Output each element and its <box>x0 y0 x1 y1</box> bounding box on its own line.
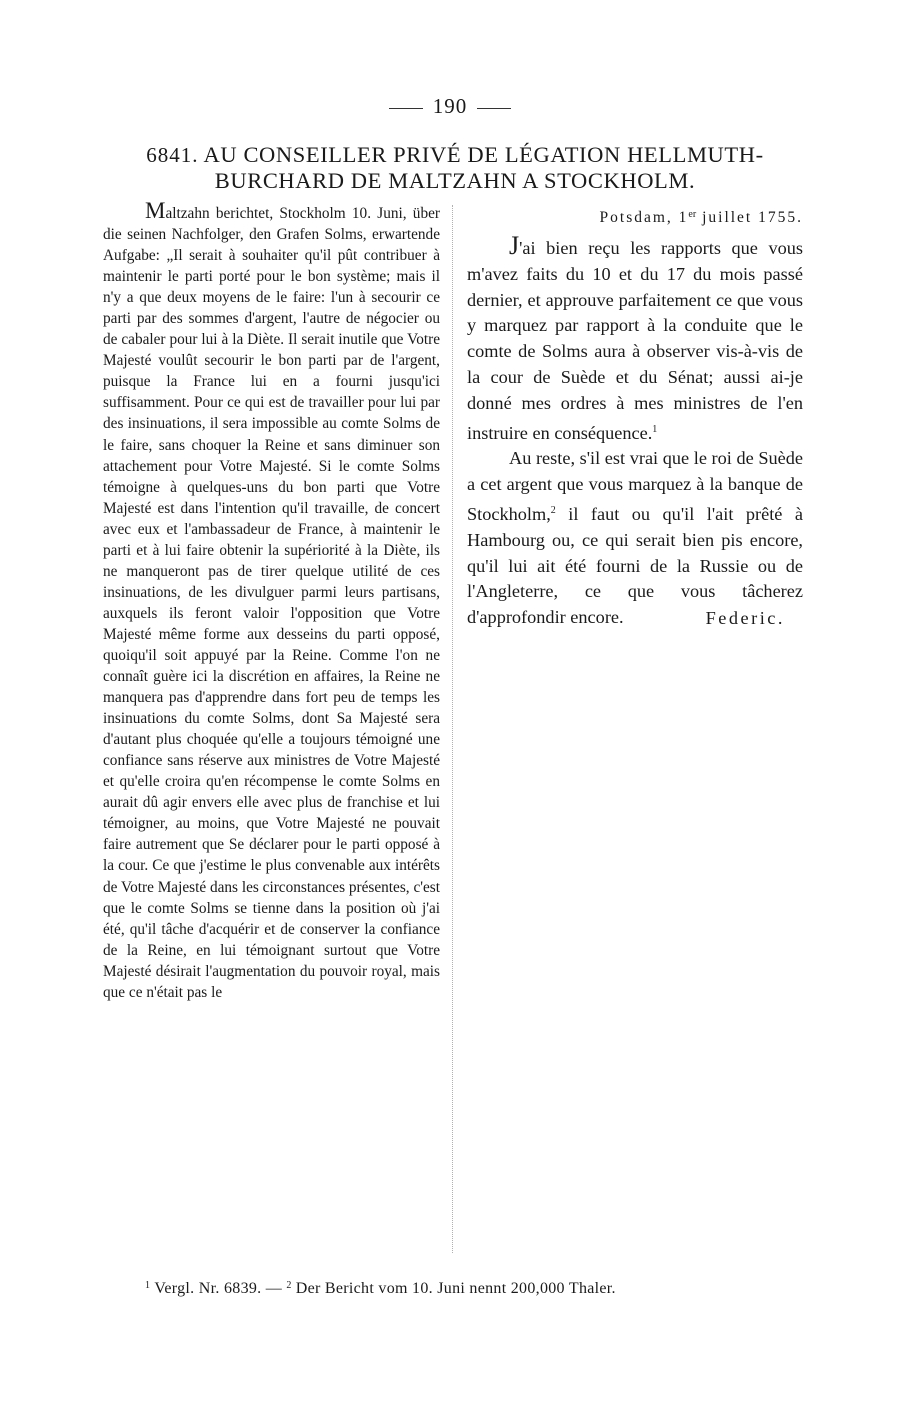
column-divider <box>452 205 453 1253</box>
left-rule <box>389 108 423 109</box>
heading-title-line1: AU CONSEILLER PRIVÉ DE LÉGATION HELLMUTH- <box>203 142 764 167</box>
letter-p2-text-a: Au reste, s'il est vrai que le roi de Suède a cet argent que vous marquez à la banque de Stockholm, <box>467 448 803 524</box>
document-number: 6841. <box>146 143 199 167</box>
footnote-ref-1: 1 <box>652 423 658 435</box>
signature: Federic. <box>705 607 785 628</box>
right-rule <box>477 108 511 109</box>
document-heading <box>110 142 800 194</box>
heading-title-line2: BURCHARD DE MALTZAHN A STOCKHOLM. <box>214 168 696 193</box>
dateline-place: Potsdam, <box>599 209 673 226</box>
summary-text: altzahn berichtet, Stockholm 10. Juni, über die seinen Nachfolger, den Grafen Solms, erwartende Aufgabe: „Il serait à souhaiter qu'il pût contribuer à maintenir le parti porté pour le bon système; mais il n'y a que deux moyens de le faire: l'un à secourir ce parti par des sommes d'argent, l'autre de négocier ou de cabaler pour lui à la Diète. Il serait inutile que Votre Majesté voulût secourir le bon parti par de l'argent, puisque la France lui en a fourni jusqu'ici suffisamment. Pour ce qui est de travailler pour lui par des insinuations, il sera impossible au comte Solms de le faire, sans choquer la Reine et sans diminuer son attachement pour Votre Majesté. Si le comte Solms témoigne à quelques-uns du bon parti que Votre Majesté est dans l'intention qu'il travaille, de concert avec eux et l'ambassadeur de France, à maintenir le parti et à lui faire obtenir la supériorité à la Diète, ils ne manqueront pas de tirer quelque utilité de ces insinuations, de les divulguer parmi leurs partisans, auxquels ils feront valoir l'opposition que Votre Majesté même forme aux desseins du parti opposé, quoiqu'il soit appuyé par la Reine. Comme l'on ne connaît guère ici la discrétion en affaires, la Reine ne manquera pas d'apprendre dans fort peu de temps les insinuations du comte Solms, dont Sa Majesté sera d'autant plus choquée qu'elle a toujours témoigné une confiance sans réserve aux ministres de Votre Majesté et qu'elle croira qu'en récompense le comte Solms en aurait dû agir envers elle avec plus de franchise et lui témoigner, au moins, que Votre Majesté ne pouvait faire autrement que Se déclarer pour le parti opposé à la cour. Ce que j'estime le plus convenable aux intérêts de Votre Majesté dans les circonstances présentes, c'est que le comte Solms se tienne dans la position où j'ai été, qu'il tâche d'acquérir et de conserver la confiance de la Reine, en lui témoignant surtout que Votre Majesté désirait l'augmentation du pouvoir royal, mais que ce n'était pas le <box>103 205 440 1001</box>
summary-paragraph <box>103 200 440 1003</box>
letter-initial: J <box>509 231 520 260</box>
dateline-sup: er <box>688 209 697 220</box>
footnote-text-1: Vergl. Nr. 6839. — <box>154 1280 283 1297</box>
letter-p2-text-b: il faut ou qu'il l'ait prêté à Hambourg ou, ce qui serait bien pis encore, qu'il lui ait été fourni de la Russie ou de l'Angleterre, ce que vous tâcherez d'approfondir encore. <box>467 503 803 628</box>
dateline <box>467 204 803 229</box>
page-number-row <box>0 94 900 119</box>
summary-column <box>103 200 440 1003</box>
footnotes <box>145 1276 785 1299</box>
footnote-ref-2: 2 <box>550 504 556 516</box>
letter-paragraph-2 <box>467 446 803 631</box>
footnote-mark-2: 2 <box>286 1280 292 1291</box>
dateline-day: 1 <box>678 209 689 226</box>
page-number: 190 <box>432 94 468 118</box>
letter-paragraph-1 <box>467 233 803 446</box>
letter-p1-text: 'ai bien reçu les rapports que vous m'avez faits du 10 et du 17 du mois passé dernier, et approuve parfaitement ce que vous y marquez par rapport à la conduite que le comte de Solms aura à observer vis-à-vis de la cour de Suède et du Sénat; aussi ai-je donné mes ordres à mes ministres de l'en instruire en conséquence. <box>467 238 803 443</box>
footnote-text-2: Der Bericht vom 10. Juni nennt 200,000 Thaler. <box>295 1280 616 1297</box>
letter-column <box>467 204 803 632</box>
summary-initial: M <box>145 198 166 223</box>
dateline-rest: juillet 1755. <box>702 209 803 226</box>
footnote-mark-1: 1 <box>145 1280 151 1291</box>
